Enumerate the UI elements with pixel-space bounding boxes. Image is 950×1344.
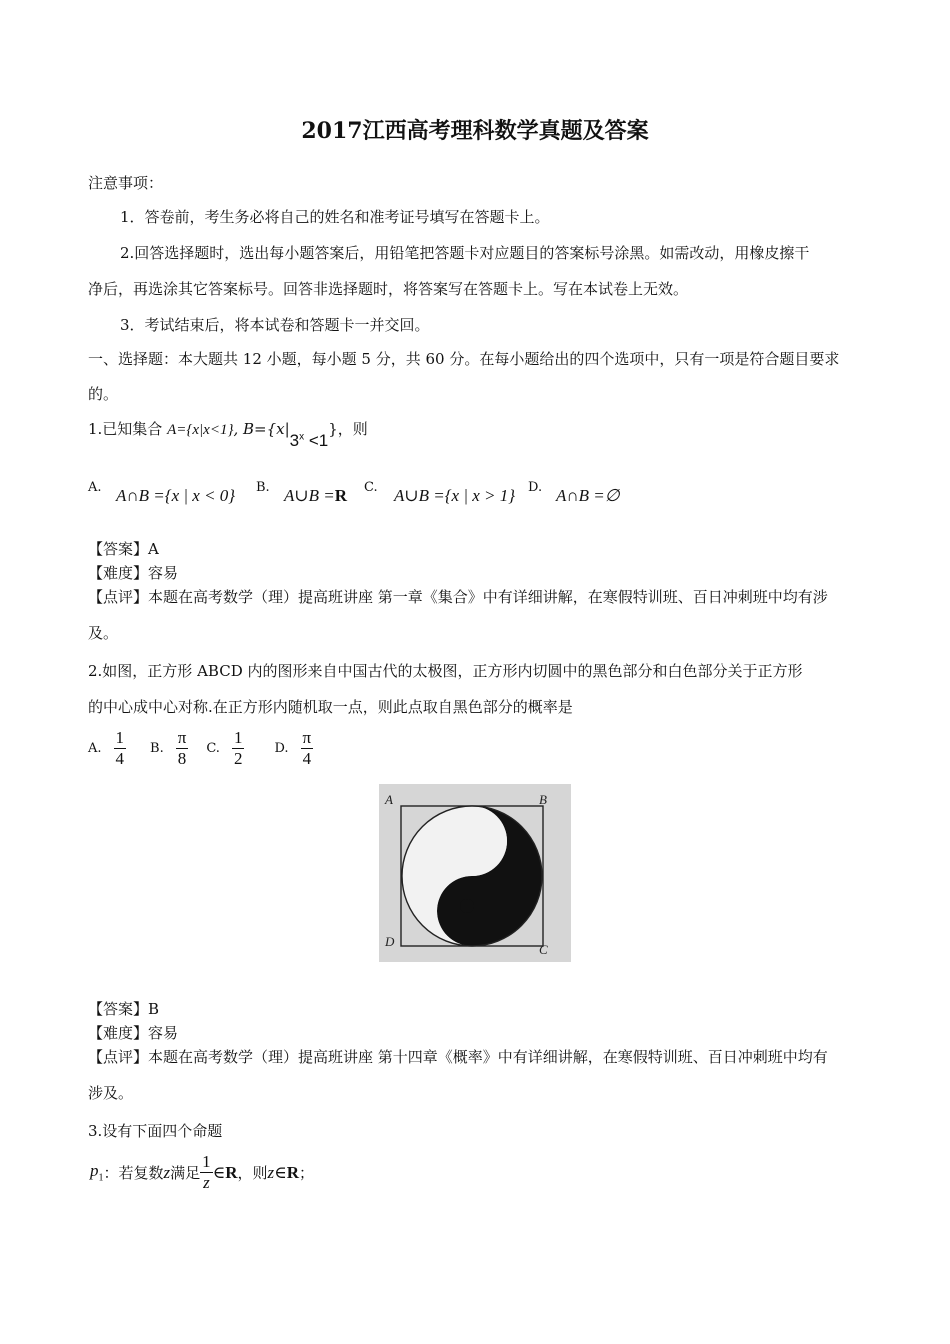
q2-options	[88, 728, 313, 769]
q3-proposition-p1	[90, 1152, 314, 1193]
taiji-figure	[379, 784, 571, 962]
q2-option-a-label: A.	[88, 741, 102, 756]
q1-set-b-prefix: , B={x|	[233, 420, 290, 438]
notice-heading: 注意事项：	[88, 174, 164, 192]
q1-comment-line-2: 及。	[88, 624, 119, 642]
q2-option-d-label: D.	[274, 741, 289, 756]
q1-option-b-expr: A∪B =	[284, 486, 335, 505]
q2-option-b-label: B.	[150, 741, 164, 756]
q1-option-d-label: D.	[528, 480, 543, 495]
q2-option-a-den: 4	[115, 749, 125, 768]
p1-conclusion-expr: z∈	[267, 1162, 287, 1182]
q1-option-b-real: R	[334, 486, 348, 505]
page-title: 2017江西高考理科数学真题及答案	[301, 118, 649, 144]
q2-option-d	[301, 728, 314, 769]
label-b: B	[539, 792, 547, 807]
q2-answer: 【答案】B	[88, 1000, 160, 1018]
q2-option-c-num: 1	[233, 728, 243, 747]
notice-item-2-line-1: 2.回答选择题时，选出每小题答案后，用铅笔把答题卡对应题目的答案标号涂黑。如需改动，用橡皮擦干	[120, 244, 810, 262]
question-1-stem	[88, 418, 368, 450]
q2-option-d-num: π	[302, 728, 312, 747]
q2-option-b-den: 8	[177, 749, 187, 768]
p1-num: 1	[202, 1152, 211, 1171]
q1-set-a: A={x|x<1}	[167, 422, 234, 438]
p1-in	[213, 1163, 238, 1183]
q1-set-b-base: 3	[289, 431, 300, 450]
p1-text-2: 满足	[170, 1164, 201, 1182]
q2-option-a-num: 1	[115, 728, 125, 747]
p1-r-2: R	[286, 1162, 300, 1182]
q1-option-c-label: C.	[364, 480, 378, 495]
notice-item-1: 1．答卷前，考生务必将自己的姓名和准考证号填写在答题卡上。	[120, 208, 550, 226]
q1-option-d: A∩B =∅	[556, 486, 620, 505]
q1-option-c: A∪B ={x | x > 1}	[394, 486, 516, 505]
p1-conclusion	[268, 1163, 299, 1183]
notice-item-2-line-2: 净后，再选涂其它答案标号。回答非选择题时，将答案写在答题卡上。写在本试卷上无效。	[88, 280, 689, 298]
q2-option-d-den: 4	[302, 749, 312, 768]
q1-option-a-label: A.	[88, 480, 102, 495]
p1-den: z	[203, 1173, 210, 1192]
taiji-diagram	[379, 784, 571, 962]
question-3-stem: 3.设有下面四个命题	[88, 1122, 223, 1140]
p1-fraction	[200, 1152, 213, 1193]
q2-option-b	[176, 728, 189, 769]
q1-option-a: A∩B ={x | x < 0}	[116, 486, 236, 505]
p1-subscript: 1	[98, 1172, 104, 1184]
q1-set-b-exp: x	[299, 431, 305, 443]
notice-item-3: 3．考试结束后，将本试卷和答题卡一并交回。	[120, 316, 430, 334]
question-2-stem-line-1: 2.如图，正方形 ABCD 内的图形来自中国古代的太极图，正方形内切圆中的黑色部分和白色部分关于正方形	[88, 662, 803, 680]
q2-comment-line-2: 涉及。	[88, 1084, 134, 1102]
q2-option-c-label: C.	[206, 741, 220, 756]
q2-comment-line-1: 【点评】本题在高考数学（理）提高班讲座 第十四章《概率》中有详细讲解，在寒假特训班、百日冲刺班中均有	[88, 1048, 828, 1066]
p1-text-1: ：若复数	[103, 1164, 164, 1182]
black-dot	[460, 899, 474, 913]
q1-difficulty: 【难度】容易	[88, 564, 179, 582]
q1-set-b-suffix: }，则	[328, 420, 368, 438]
section-1-intro-line-1: 一、选择题：本大题共 12 小题，每小题 5 分，共 60 分。在每小题给出的四个选项中，只有一项是符合题目要求	[88, 350, 840, 368]
p1-sym: p	[90, 1161, 99, 1181]
q2-option-b-num: π	[177, 728, 187, 747]
white-dot	[460, 832, 474, 846]
label-d: D	[385, 934, 395, 949]
q2-difficulty: 【难度】容易	[88, 1024, 179, 1042]
q2-option-c-den: 2	[233, 749, 243, 768]
section-1-intro-line-2: 的。	[88, 385, 119, 403]
q2-option-c	[232, 728, 245, 769]
q1-set-b-rel: <1	[308, 431, 329, 450]
q2-option-a	[114, 728, 127, 769]
p1-symbol	[90, 1161, 104, 1183]
p1-r: R	[225, 1162, 238, 1182]
q1-answer: 【答案】A	[88, 540, 159, 558]
q1-comment-line-1: 【点评】本题在高考数学（理）提高班讲座 第一章《集合》中有详细讲解，在寒假特训班、百日冲刺班中均有涉	[88, 588, 828, 606]
p1-text-3: ，则	[237, 1164, 268, 1182]
p1-in-symbol: ∈	[212, 1162, 226, 1182]
q1-prefix: 1.已知集合	[88, 420, 168, 438]
question-2-stem-line-2: 的中心成中心对称.在正方形内随机取一点，则此点取自黑色部分的概率是	[88, 698, 573, 716]
q1-option-b-label: B.	[256, 480, 270, 495]
label-c: C	[539, 942, 548, 957]
p1-z: z	[163, 1162, 171, 1182]
p1-end: ；	[299, 1164, 315, 1182]
label-a: A	[385, 792, 393, 807]
q1-option-b	[284, 486, 347, 506]
